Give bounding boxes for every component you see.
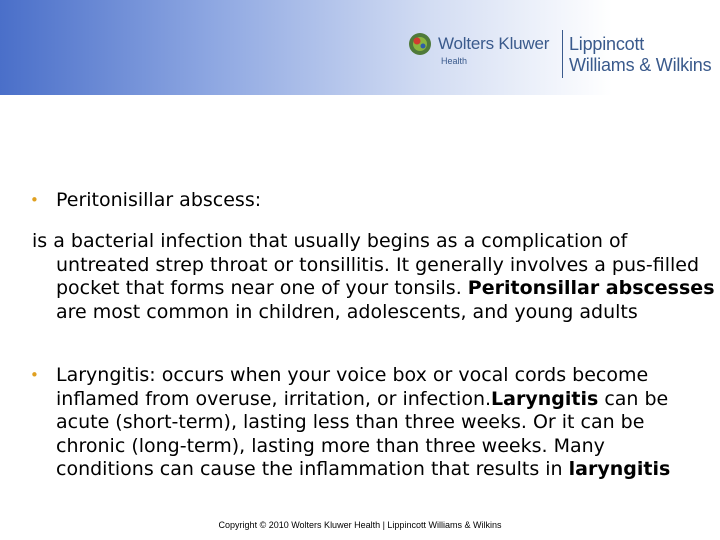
brand-sub: Health: [441, 56, 468, 66]
bullet-text: [56, 364, 706, 482]
bullet-text-part: can be acute (short-term), lasting less than three weeks. Or it can be chronic (long-term), lasting more than three weeks. Many conditions can cause the inflammation that results in: [56, 387, 669, 480]
paragraph-text: is a bacterial infection that usually begins as a complication of untreated strep throat or tonsillitis. It generally involves a pus-filled pocket that forms near one of your tonsils.: [32, 230, 700, 299]
globe-icon: [408, 32, 432, 56]
partner-line2: Williams & Wilkins: [569, 55, 712, 75]
bold-term: laryngitis: [568, 458, 671, 480]
partner-line1: Lippincott: [569, 34, 645, 54]
brand-name: Wolters Kluwer: [438, 34, 550, 53]
paragraph-text: are most common in children, adolescents, and young adults: [56, 300, 638, 323]
logo-divider: [562, 30, 563, 78]
paragraph: [32, 230, 720, 324]
publisher-logo: [408, 30, 718, 80]
bullet-text-part: Laryngitis: occurs when your voice box or vocal cords become inflamed from overuse, irritation, or infection.: [56, 364, 649, 410]
bullet-dot: •: [30, 366, 39, 384]
bold-term: Laryngitis: [491, 387, 599, 410]
bullet-dot: •: [30, 191, 39, 209]
bullet-text: Peritonisillar abscess:: [56, 189, 262, 211]
copyright-footer: Copyright © 2010 Wolters Kluwer Health | Lippincott Williams & Wilkins: [218, 520, 502, 530]
bold-term: Peritonsillar abscesses: [467, 277, 715, 299]
